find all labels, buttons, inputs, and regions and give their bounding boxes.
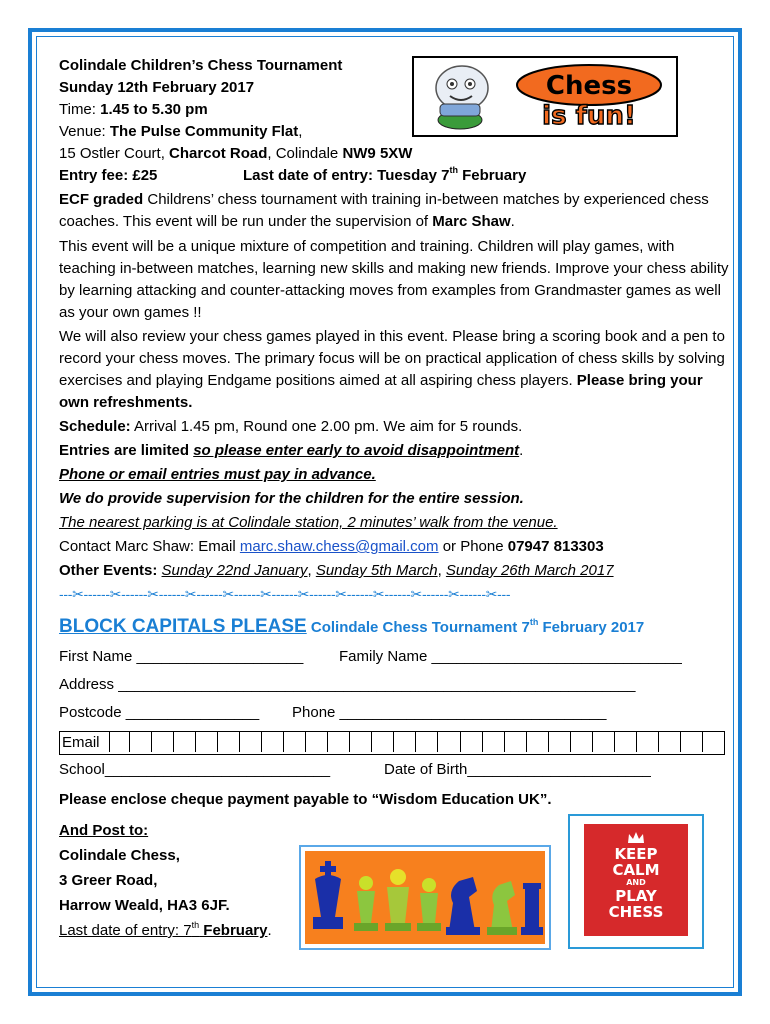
phone-field[interactable]: Phone ________________________________ bbox=[292, 704, 607, 721]
logo-word-chess: Chess bbox=[545, 71, 633, 101]
chess-pieces-image bbox=[299, 845, 551, 950]
event-title: Colindale Children’s Chess Tournament bbox=[59, 57, 343, 74]
school-field[interactable]: School___________________________ bbox=[59, 761, 331, 778]
schedule-line: Schedule: Arrival 1.45 pm, Round one 2.00 pm. We aim for 5 rounds. bbox=[59, 418, 523, 435]
pay-advance-line: Phone or email entries must pay in advance. bbox=[59, 466, 376, 483]
and-text: AND bbox=[626, 878, 646, 887]
supervision-line: We do provide supervision for the children for the entire session. bbox=[59, 490, 524, 507]
keep-calm-poster bbox=[568, 814, 704, 949]
form-heading: BLOCK CAPITALS PLEASE Colindale Chess Tournament 7th February 2017 bbox=[59, 616, 645, 637]
description-paragraph: This event will be a unique mixture of competition and training. Children will play games, with teaching in-between matches, learning new skills and making new friends. Improve your chess ability by learning attacking and counter-attacking moves from examples from Grandmaster games as well as your own games !! bbox=[59, 238, 729, 321]
cheque-instruction: Please enclose cheque payment payable to “Wisdom Education UK”. bbox=[59, 791, 552, 808]
entry-fee-line: Entry fee: £25 Last date of entry: Tuesday 7th February bbox=[59, 165, 527, 184]
keep-text: KEEP bbox=[614, 845, 658, 863]
post-heading: And Post to: bbox=[59, 822, 149, 839]
review-paragraph: We will also review your chess games played in this event. Please bring a scoring book and a pen to record your chess moves. The primary focus will be on practical application of chess skills by solving exercises and playing Endgame positions aimed at all aspiring chess players. Please bring your own refreshments. bbox=[59, 328, 725, 411]
email-label: Email bbox=[60, 732, 110, 752]
event-date: Sunday 12th February 2017 bbox=[59, 79, 255, 96]
first-name-field[interactable]: First Name ____________________ bbox=[59, 648, 304, 665]
keep-calm-panel bbox=[584, 824, 688, 936]
postcode-phone-row bbox=[59, 702, 729, 724]
logo-word-is-fun: is fun! bbox=[542, 101, 636, 131]
intro-paragraph: ECF graded Childrens’ chess tournament with training in-between matches by experienced chess coaches. This event will be run under the supervision of Marc Shaw. bbox=[59, 191, 709, 230]
crown-icon bbox=[584, 824, 688, 846]
chess-pieces-graphic bbox=[301, 847, 549, 948]
event-address: 15 Ostler Court, Charcot Road, Colindale NW9 5XW bbox=[59, 145, 413, 162]
email-character-boxes[interactable] bbox=[108, 732, 724, 752]
parking-line: The nearest parking is at Colindale station, 2 minutes’ walk from the venue. bbox=[59, 514, 558, 531]
event-venue: Venue: The Pulse Community Flat, bbox=[59, 123, 303, 140]
post-last-date: Last date of entry: 7th February. bbox=[59, 920, 272, 939]
event-time: Time: 1.45 to 5.30 pm bbox=[59, 101, 208, 118]
date-of-birth-field[interactable]: Date of Birth______________________ bbox=[384, 761, 651, 778]
cut-here-line: ---✂------✂------✂------✂------✂------✂------✂------✂------✂------✂------✂------✂--- bbox=[59, 586, 511, 602]
school-dob-row bbox=[59, 759, 729, 781]
document-body bbox=[59, 55, 729, 942]
address-field[interactable]: Address ______________________________________________________________ bbox=[59, 676, 636, 693]
post-line-3: Harrow Weald, HA3 6JF. bbox=[59, 897, 230, 914]
entries-limited-line: Entries are limited so please enter early to avoid disappointment. bbox=[59, 442, 524, 459]
calm-text: CALM bbox=[612, 861, 660, 879]
name-fields-row bbox=[59, 646, 729, 668]
contact-email-link[interactable]: marc.shaw.chess@gmail.com bbox=[239, 538, 439, 555]
family-name-field[interactable]: Family Name ______________________________ bbox=[339, 648, 682, 665]
last-entry-date: Last date of entry: Tuesday 7th February bbox=[243, 165, 527, 184]
postcode-field[interactable]: Postcode ________________ bbox=[59, 704, 260, 721]
other-events-line: Other Events: Sunday 22nd January, Sunday 5th March, Sunday 26th March 2017 bbox=[59, 562, 614, 579]
contact-line: Contact Marc Shaw: Email marc.shaw.chess@gmail.com or Phone 07947 813303 bbox=[59, 538, 604, 555]
email-field[interactable] bbox=[59, 731, 725, 755]
post-line-2: 3 Greer Road, bbox=[59, 872, 158, 889]
chess-text: CHESS bbox=[608, 903, 664, 921]
play-text: PLAY bbox=[615, 887, 657, 905]
post-line-1: Colindale Chess, bbox=[59, 847, 180, 864]
